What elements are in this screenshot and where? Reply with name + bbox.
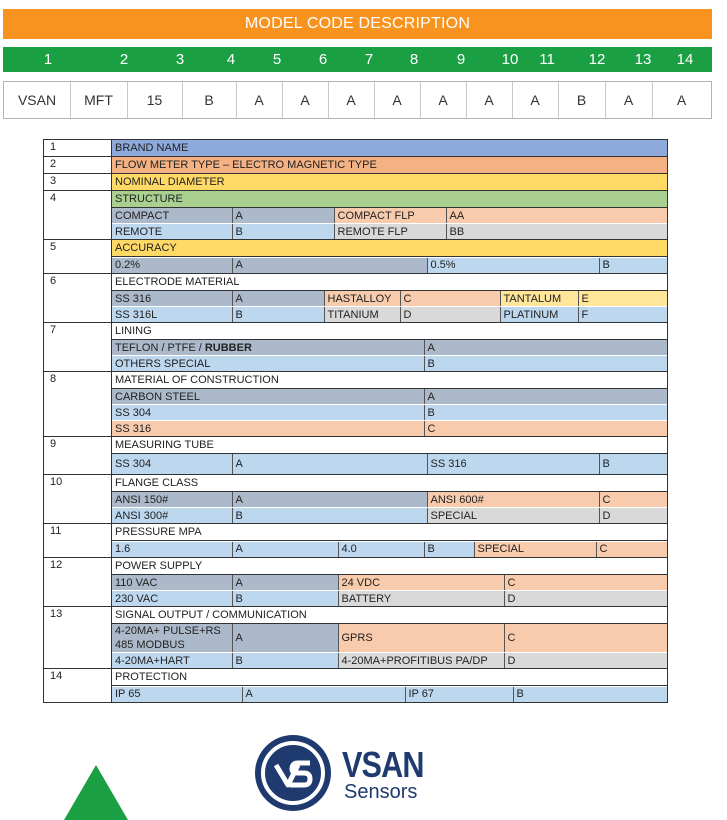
row-number: 10 [44,475,112,524]
option-label: 4-20MA+HART [112,653,232,669]
position-number: 7 [364,51,374,68]
option-label: ANSI 600# [427,492,599,508]
row-title: LINING [112,323,668,340]
option-label: 230 VAC [112,591,232,607]
spec-row [44,157,668,174]
option-code: A [232,575,338,591]
option-code: C [504,575,667,591]
option-code: A [232,208,334,224]
option-label: IP 67 [405,687,513,702]
option-code: A [242,687,405,702]
row-title: ELECTRODE MATERIAL [112,274,668,291]
option-code: B [424,356,667,372]
position-number: 12 [588,51,606,68]
code-cell: 15 [146,92,163,108]
option-label: SS 304 [112,454,232,474]
option-code: A [232,542,338,557]
code-cell: A [438,92,448,108]
option-code: F [578,307,667,323]
option-code: BB [446,224,667,240]
spec-row [44,475,668,492]
option-code: B [232,508,427,524]
option-label: SS 316 [112,291,232,307]
row-number: 6 [44,274,112,323]
code-cell: VSAN [17,92,57,108]
row-title: FLOW METER TYPE – ELECTRO MAGNETIC TYPE [112,157,668,174]
brand-subtitle: Sensors [344,781,418,803]
option-code: B [599,258,667,273]
spec-row [44,140,668,157]
option-code: A [424,389,667,405]
option-code: B [232,307,324,323]
spec-row [44,607,668,624]
option-code: AA [446,208,667,224]
option-label: 4.0 [338,542,424,557]
row-number: 8 [44,372,112,437]
green-triangle-icon [64,765,128,820]
option-label: ANSI 150# [112,492,232,508]
spec-row [44,669,668,686]
position-number: 3 [175,51,185,68]
option-code: C [596,542,667,557]
row-number: 1 [44,140,112,157]
row-title: POWER SUPPLY [112,558,668,575]
position-number: 9 [456,51,466,68]
option-code: A [232,624,338,653]
option-label: ANSI 300# [112,508,232,524]
option-code: C [424,421,667,437]
row-title: ACCURACY [112,240,668,257]
spec-row [44,240,668,257]
option-code: D [400,307,500,323]
option-label: OTHERS SPECIAL [112,356,424,372]
option-code: C [400,291,500,307]
option-code: C [504,624,667,653]
row-title: MEASURING TUBE [112,437,668,454]
position-number: 13 [634,51,652,68]
option-code: D [599,508,667,524]
option-label: REMOTE [112,224,232,240]
row-title: PROTECTION [112,669,668,686]
option-label: CARBON STEEL [112,389,424,405]
option-code: A [424,340,667,356]
option-label: TANTALUM [500,291,578,307]
row-title: MATERIAL OF CONSTRUCTION [112,372,668,389]
option-label: TEFLON / PTFE / RUBBER [112,340,424,356]
option-code: B [424,405,667,421]
model-code-spec-table [43,139,668,703]
option-code: E [578,291,667,307]
position-number: 11 [539,51,555,68]
spec-row [44,191,668,208]
row-number: 11 [44,524,112,558]
brand-name: VSAN [342,744,424,785]
code-cell: B [576,92,587,108]
option-label: COMPACT FLP [334,208,446,224]
row-number: 9 [44,437,112,475]
row-number: 3 [44,174,112,191]
option-label: 24 VDC [338,575,504,591]
brand-logo [342,744,438,803]
position-number: 2 [119,51,129,68]
option-label: 110 VAC [112,575,232,591]
option-label: 4-20MA+ PULSE+RS 485 MODBUS [112,624,232,653]
position-number: 10 [501,51,519,68]
option-label: SPECIAL [474,542,596,557]
row-number: 7 [44,323,112,372]
position-number: 4 [226,51,236,68]
position-number: 14 [676,51,694,68]
spec-row [44,323,668,340]
model-code-row [3,81,712,119]
row-number: 13 [44,607,112,669]
position-number-bar [3,47,712,72]
row-number: 4 [44,191,112,240]
option-label: TITANIUM [324,307,400,323]
option-code: A [232,258,427,273]
option-label: SS 304 [112,405,424,421]
option-label: SS 316 [427,454,599,474]
position-number: 5 [272,51,282,68]
code-cell: A [676,92,687,108]
option-label: REMOTE FLP [334,224,446,240]
option-label: IP 65 [112,687,242,702]
spec-row [44,174,668,191]
option-code: D [504,653,667,669]
option-label: 0.5% [427,258,599,273]
code-cell: B [204,92,214,108]
row-title: PRESSURE MPA [112,524,668,541]
row-title: NOMINAL DIAMETER [112,174,668,191]
option-code: B [599,454,667,474]
option-code: A [232,291,324,307]
spec-row [44,372,668,389]
spec-row [44,437,668,454]
code-cell: A [300,92,310,108]
option-code: B [513,687,667,702]
option-code: D [504,591,667,607]
option-label: HASTALLOY [324,291,400,307]
banner-title: MODEL CODE DESCRIPTION [3,9,712,39]
code-cell: A [484,92,494,108]
row-number: 14 [44,669,112,703]
code-cell: A [392,92,402,108]
code-cell: A [623,92,634,108]
row-number: 12 [44,558,112,607]
option-label: 0.2% [112,258,232,273]
code-cell: MFT [84,92,113,108]
option-label: GPRS [338,624,504,653]
option-code: B [232,653,338,669]
row-title: SIGNAL OUTPUT / COMMUNICATION [112,607,668,624]
code-cell: A [254,92,264,108]
spec-row [44,524,668,541]
option-label: 4-20MA+PROFITIBUS PA/DP [338,653,504,669]
row-number: 5 [44,240,112,274]
row-title: BRAND NAME [112,140,668,157]
code-cell: A [530,92,540,108]
row-title: STRUCTURE [112,191,668,208]
code-cell: A [346,92,356,108]
option-label: COMPACT [112,208,232,224]
position-number: 8 [409,51,419,68]
option-code: B [232,591,338,607]
row-title: FLANGE CLASS [112,475,668,492]
option-label: SPECIAL [427,508,599,524]
option-label: PLATINUM [500,307,578,323]
option-code: A [232,454,427,474]
position-number: 1 [43,51,53,68]
option-label: SS 316 [112,421,424,437]
option-label: SS 316L [112,307,232,323]
option-label: 1.6 [112,542,232,557]
option-code: A [232,492,427,508]
option-code: B [232,224,334,240]
option-code: B [424,542,474,557]
option-code: C [599,492,667,508]
position-number: 6 [318,51,328,68]
row-number: 2 [44,157,112,174]
spec-row [44,274,668,291]
spec-row [44,558,668,575]
option-label: BATTERY [338,591,504,607]
